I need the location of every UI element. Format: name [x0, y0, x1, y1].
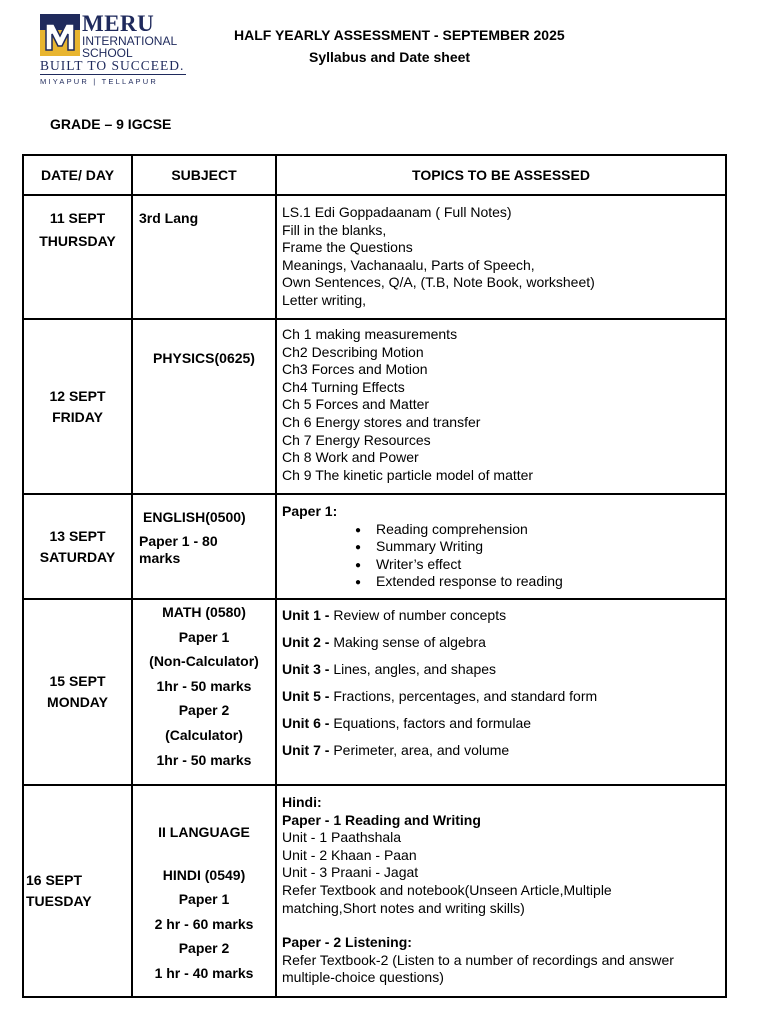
- subject-detail: Paper 1 - 80: [139, 533, 218, 549]
- logo-locations: MIYAPUR | TELLAPUR: [40, 77, 158, 86]
- subject-cell: [132, 599, 276, 785]
- unit-label: Unit 3 -: [282, 661, 330, 677]
- subject-line: (Calculator): [165, 726, 243, 743]
- list-item: ● Summary Writing: [355, 538, 725, 556]
- topic-line: Own Sentences, Q/A, (T.B, Note Book, worksheet): [282, 274, 595, 291]
- unit-label: Unit 2 -: [282, 634, 330, 650]
- unit-line: [282, 629, 725, 656]
- date-text: 11 SEPT: [49, 210, 106, 226]
- table-row: [23, 195, 726, 319]
- subject-line: 1hr - 50 marks: [156, 751, 252, 768]
- paper1-heading: [282, 812, 725, 830]
- unit-line: [282, 683, 725, 710]
- topic-line: Ch 5 Forces and Matter: [282, 396, 430, 413]
- unit-line: [282, 737, 725, 764]
- subject-cell: [132, 319, 276, 494]
- table-row: [23, 785, 726, 997]
- list-item: ● Extended response to reading: [355, 573, 725, 591]
- topics-cell: [276, 599, 726, 785]
- school-logo: [40, 11, 190, 86]
- logo-divider: [40, 74, 186, 75]
- subject-line: Paper 1: [178, 628, 230, 645]
- subject-text: ENGLISH(0500): [143, 509, 246, 525]
- topic-line: LS.1 Edi Goppadaanam ( Full Notes): [282, 204, 512, 220]
- grade-label: GRADE – 9 IGCSE: [50, 116, 172, 132]
- subject-line: Paper 2: [178, 702, 230, 719]
- paper2-heading-text: Paper - 2 Listening:: [282, 934, 412, 951]
- unit-text: Fractions, percentages, and standard form: [329, 688, 598, 704]
- topics-heading-text: Hindi:: [282, 794, 322, 810]
- topic-line: Ch2 Describing Motion: [282, 343, 424, 360]
- unit-text: Equations, factors and formulae: [329, 715, 532, 731]
- table-header-row: [23, 155, 726, 195]
- topics-cell: [276, 195, 726, 319]
- topic-line: Ch3 Forces and Motion: [282, 361, 428, 378]
- logo-line-international: INTERNATIONAL: [82, 34, 178, 48]
- paper1-heading-text: Paper - 1 Reading and Writing: [282, 811, 481, 828]
- header-topics: TOPICS TO BE ASSESSED: [276, 155, 726, 195]
- topic-line: Ch 1 making measurements: [282, 326, 458, 342]
- day-text: MONDAY: [47, 694, 108, 710]
- topic-line: Unit - 2 Khaan - Paan: [282, 846, 417, 863]
- unit-text: Making sense of algebra: [329, 634, 486, 650]
- subject-line: 2 hr - 60 marks: [154, 915, 254, 932]
- subject-line: (Non-Calculator): [149, 653, 259, 670]
- date-text: 13 SEPT: [49, 527, 106, 544]
- schedule-table: [22, 154, 727, 998]
- spacer: [282, 917, 725, 934]
- unit-line: [282, 602, 725, 629]
- topics-cell: [276, 319, 726, 494]
- topic-line: Refer Textbook and notebook(Unseen Article,Multiple: [282, 881, 612, 898]
- list-item: ● Writer’s effect: [355, 556, 725, 574]
- logo-tagline: BUILT TO SUCCEED.: [40, 58, 185, 73]
- list-item: ● Reading comprehension: [355, 521, 725, 539]
- subject-text: 3rd Lang: [139, 210, 199, 226]
- topics-heading: [282, 503, 725, 521]
- document-subtitle: Syllabus and Date sheet: [309, 49, 471, 65]
- unit-label: Unit 6 -: [282, 715, 330, 731]
- date-cell: [23, 195, 132, 319]
- logo-name: MERU: [82, 11, 155, 36]
- subject-line: [133, 845, 275, 863]
- header-date-day: DATE/ DAY: [23, 155, 132, 195]
- subject-cell: [132, 494, 276, 599]
- topic-line: Refer Textbook-2 (Listen to a number of recordings and answer: [282, 951, 674, 968]
- date-cell: [23, 319, 132, 494]
- unit-label: Unit 5 -: [282, 688, 330, 704]
- subject-line: 1 hr - 40 marks: [154, 964, 254, 981]
- topic-line: matching,Short notes and writing skills): [282, 899, 525, 916]
- topic-line: Ch 7 Energy Resources: [282, 431, 431, 448]
- unit-text: Lines, angles, and shapes: [329, 661, 497, 677]
- day-text: THURSDAY: [39, 233, 116, 249]
- table-row: [23, 319, 726, 494]
- topic-line: Letter writing,: [282, 291, 367, 308]
- topic-line: Ch 8 Work and Power: [282, 449, 419, 466]
- topics-cell: [276, 785, 726, 997]
- subject-cell: [132, 195, 276, 319]
- subject-line: Paper 1: [178, 891, 230, 908]
- day-text: TUESDAY: [26, 893, 92, 909]
- paper2-heading: [282, 934, 725, 952]
- date-text: 16 SEPT: [26, 872, 83, 888]
- table-row: [23, 494, 726, 599]
- logo-line-school: SCHOOL: [82, 46, 133, 60]
- subject-line: 1hr - 50 marks: [156, 677, 252, 694]
- topic-line: Meanings, Vachanaalu, Parts of Speech,: [282, 256, 535, 273]
- date-text: 15 SEPT: [49, 673, 106, 689]
- topic-line: Ch 6 Energy stores and transfer: [282, 413, 481, 430]
- subject-text: PHYSICS(0625): [153, 350, 255, 366]
- header-subject: SUBJECT: [132, 155, 276, 195]
- unit-text: Review of number concepts: [329, 607, 507, 623]
- unit-line: [282, 710, 725, 737]
- date-cell: [23, 494, 132, 599]
- date-cell: [23, 785, 132, 997]
- bullet-list: [282, 521, 725, 591]
- topic-line: Unit - 3 Praani - Jagat: [282, 864, 419, 881]
- topic-line: Fill in the blanks,: [282, 221, 387, 238]
- subject-line: MATH (0580): [162, 604, 246, 620]
- document-title: HALF YEARLY ASSESSMENT - SEPTEMBER 2025: [234, 27, 565, 43]
- subject-line: II LANGUAGE: [158, 824, 250, 840]
- date-cell: [23, 599, 132, 785]
- topics-heading-text: Paper 1:: [282, 503, 338, 519]
- unit-label: Unit 1 -: [282, 607, 330, 623]
- topics-heading: [282, 794, 725, 812]
- date-text: 12 SEPT: [49, 387, 106, 404]
- unit-line: [282, 656, 725, 683]
- subject-line: Paper 2: [178, 940, 230, 957]
- subject-line: HINDI (0549): [162, 866, 246, 883]
- meru-logo-icon: [40, 14, 80, 56]
- topic-line: Frame the Questions: [282, 239, 413, 256]
- subject-detail: marks: [139, 550, 181, 566]
- unit-label: Unit 7 -: [282, 742, 330, 758]
- topics-cell: [276, 494, 726, 599]
- topic-line: multiple-choice questions): [282, 969, 444, 986]
- topic-line: Unit - 1 Paathshala: [282, 829, 402, 846]
- topic-line: Ch 9 The kinetic particle model of matter: [282, 466, 534, 483]
- day-text: FRIDAY: [52, 408, 103, 425]
- unit-text: Perimeter, area, and volume: [329, 742, 510, 758]
- subject-cell: [132, 785, 276, 997]
- day-text: SATURDAY: [39, 548, 116, 565]
- topic-line: Ch4 Turning Effects: [282, 378, 405, 395]
- table-row: [23, 599, 726, 785]
